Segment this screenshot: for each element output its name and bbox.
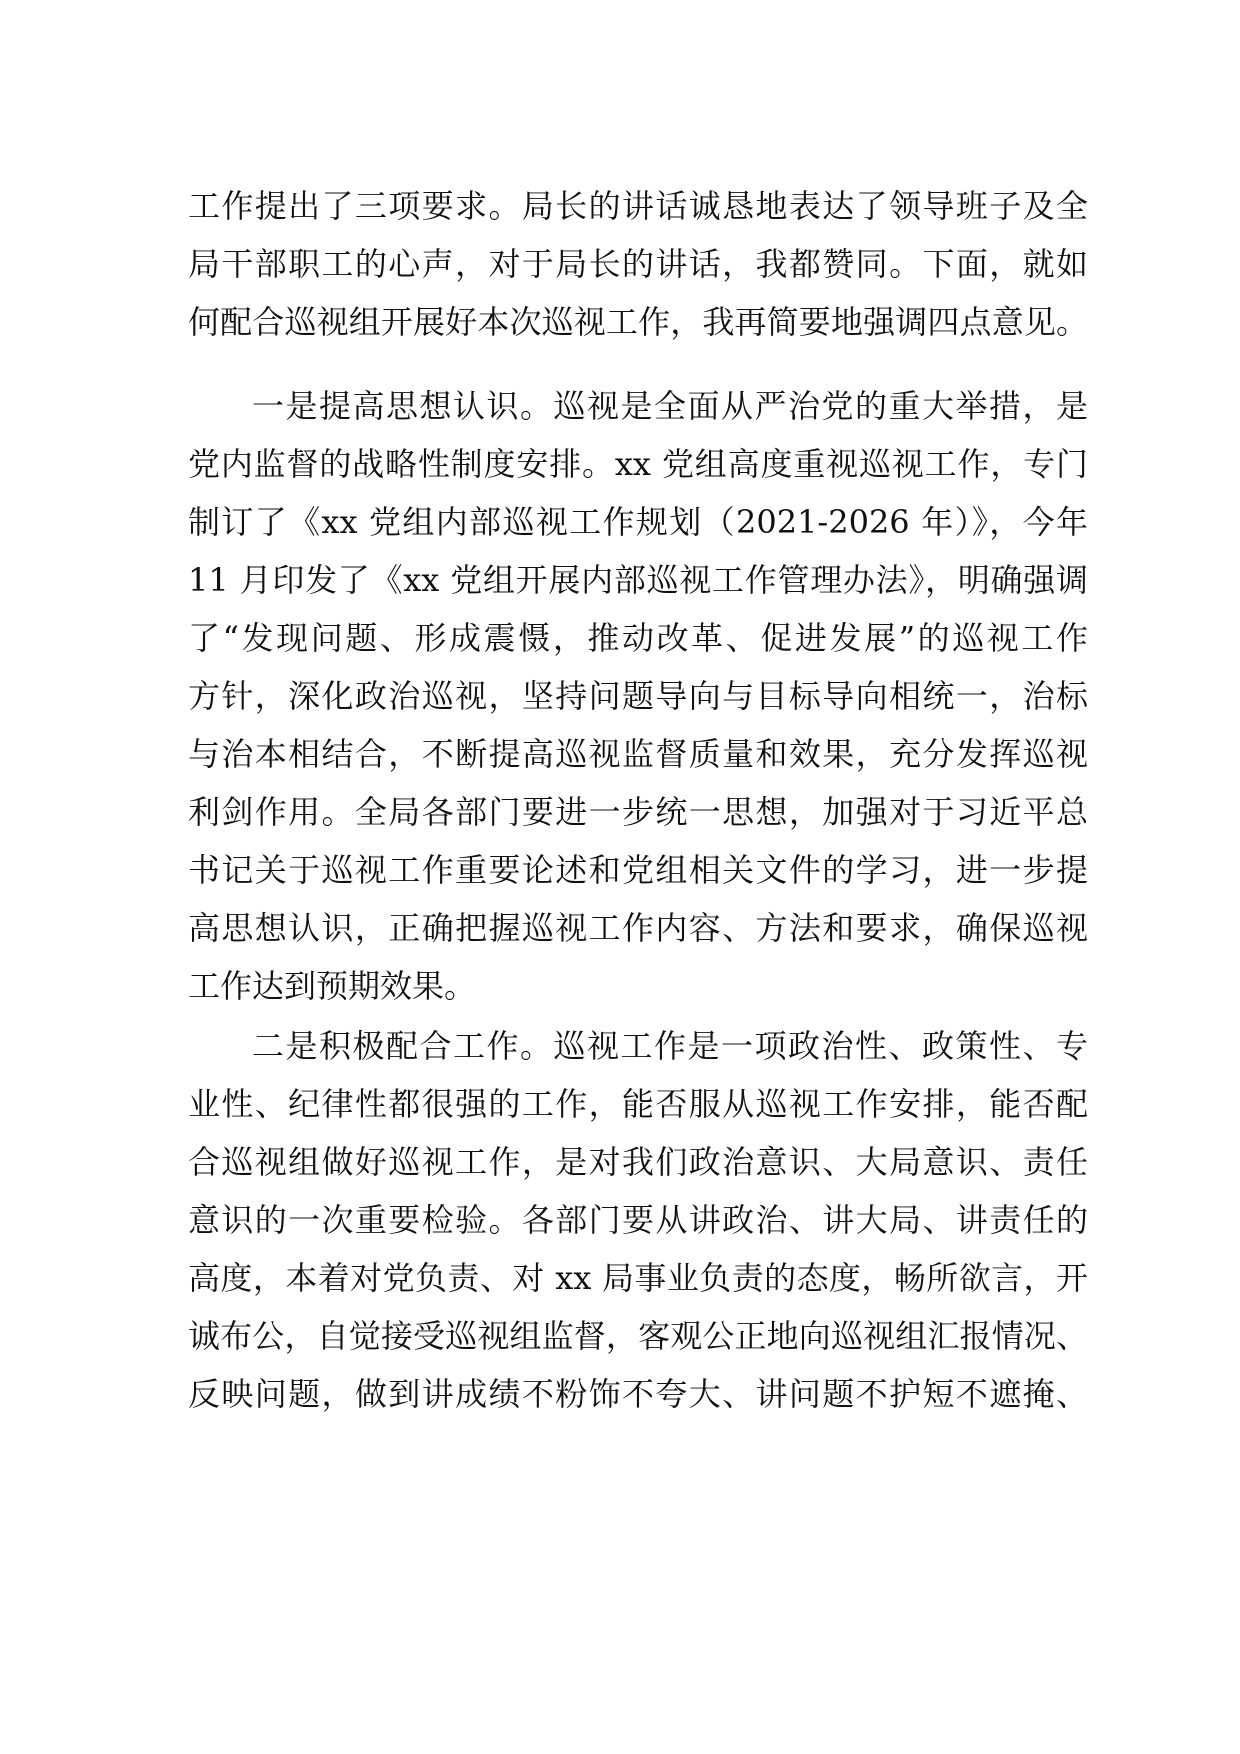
text-line: 11 月印发了《xx 党组开展内部巡视工作管理办法》，明确强调	[188, 561, 1088, 599]
text-line: 利剑作用。全局各部门要进一步统一思想，加强对于习近平总	[188, 793, 1088, 831]
text-line: 诚布公，自觉接受巡视组监督，客观公正地向巡视组汇报情况、	[188, 1317, 1088, 1355]
text-line: 合巡视组做好巡视工作，是对我们政治意识、大局意识、责任	[188, 1143, 1088, 1181]
text-line: 书记关于巡视工作重要论述和党组相关文件的学习，进一步提	[188, 851, 1088, 889]
text-line: 局干部职工的心声，对于局长的讲话，我都赞同。下面，就如	[188, 245, 1088, 283]
paragraph-first-line: 二是积极配合工作。巡视工作是一项政治性、政策性、专	[252, 1027, 1088, 1065]
text-line: 方针，深化政治巡视，坚持问题导向与目标导向相统一，治标	[188, 677, 1088, 715]
text-line: 高度，本着对党负责、对 xx 局事业负责的态度，畅所欲言，开	[188, 1259, 1088, 1297]
text-line: 反映问题，做到讲成绩不粉饰不夸大、讲问题不护短不遮掩、	[188, 1375, 1088, 1413]
text-line: 何配合巡视组开展好本次巡视工作，我再简要地强调四点意见。	[188, 303, 1088, 341]
text-line: 业性、纪律性都很强的工作，能否服从巡视工作安排，能否配	[188, 1085, 1088, 1123]
paragraph-last-line: 工作达到预期效果。	[188, 967, 477, 1005]
text-line: 制订了《xx 党组内部巡视工作规划（2021-2026 年）》，今年	[188, 503, 1088, 541]
text-line: 了“发现问题、形成震慑，推动改革、促进发展”的巡视工作	[188, 619, 1088, 657]
text-line: 工作提出了三项要求。局长的讲话诚恳地表达了领导班子及全	[188, 187, 1088, 225]
text-line: 意识的一次重要检验。各部门要从讲政治、讲大局、讲责任的	[188, 1201, 1088, 1239]
text-line: 与治本相结合，不断提高巡视监督质量和效果，充分发挥巡视	[188, 735, 1088, 773]
text-line: 党内监督的战略性制度安排。xx 党组高度重视巡视工作，专门	[188, 445, 1088, 483]
text-line: 高思想认识，正确把握巡视工作内容、方法和要求，确保巡视	[188, 909, 1088, 947]
paragraph-first-line: 一是提高思想认识。巡视是全面从严治党的重大举措，是	[252, 387, 1088, 425]
